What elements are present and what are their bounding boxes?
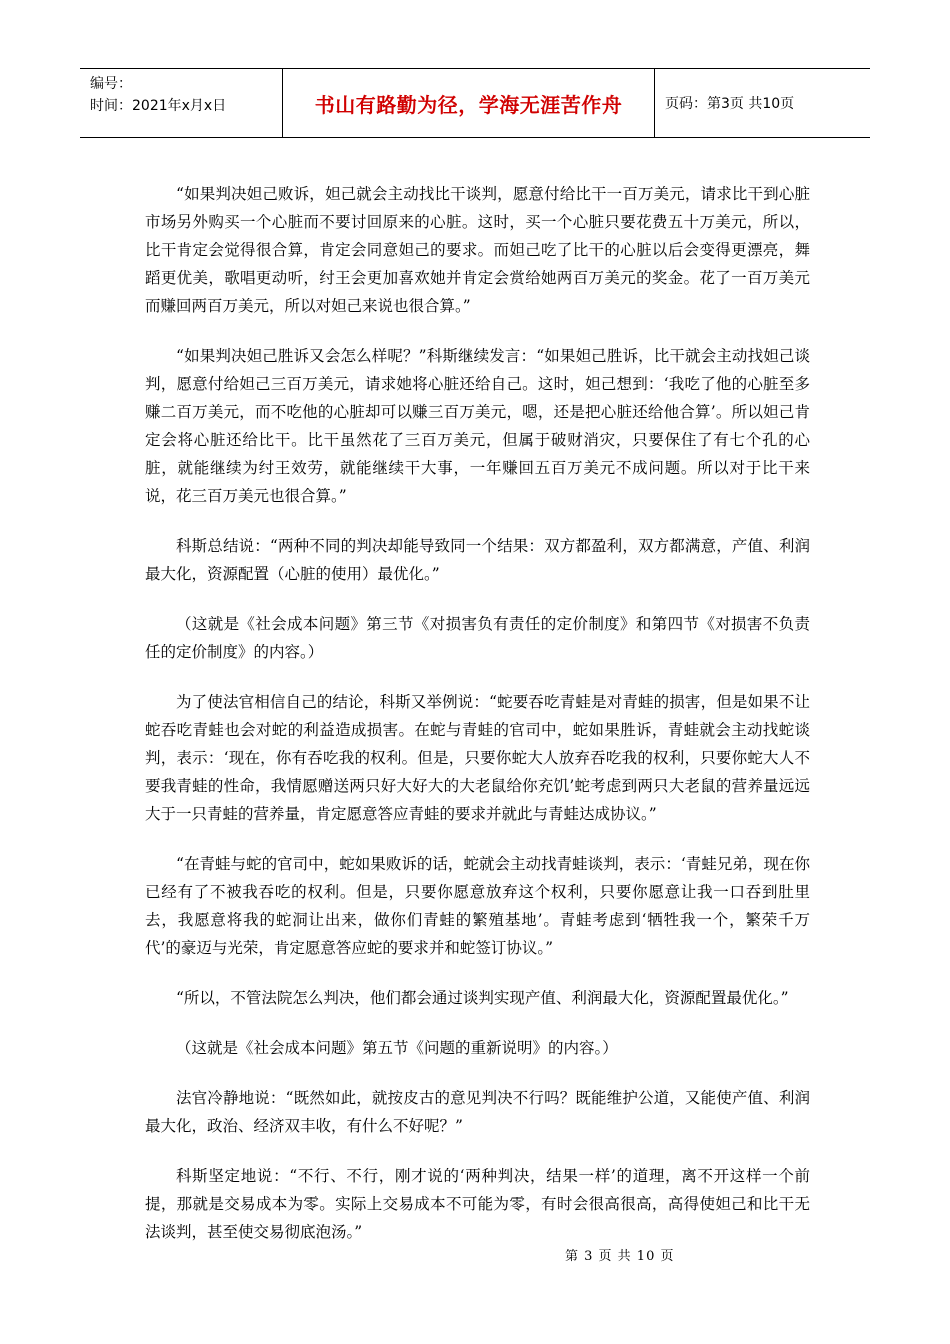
paragraph: 为了使法官相信自己的结论，科斯又举例说：“蛇要吞吃青蛙是对青蛙的损害，但是如果不让蛇吞吃青蛙也会对蛇的利益造成损害。在蛇与青蛙的官司中，蛇如果胜诉，青蛙就会主动找蛇谈判，表示：‘现在，你有吞吃我的权利。但是，只要你蛇大人放弃吞吃我的权利，只要你蛇大人不要我青蛙的性命，我情愿赠送两只好大好大的大老鼠给你充饥’蛇考虑到两只大老鼠的营养量远远大于一只青蛙的营养量，肯定愿意答应青蛙的要求并就此与青蛙达成协议。” — [145, 693, 810, 823]
paragraph: “如果判决妲己胜诉又会怎么样呢？”科斯继续发言：“如果妲己胜诉，比干就会主动找妲己谈判，愿意付给妲己三百万美元，请求她将心脏还给自己。这时，妲己想到：‘我吃了他的心脏至多赚二百万美元，而不吃他的心脏却可以赚三百万美元，嗯，还是把心脏还给他合算’。所以妲己肯定会将心脏还给比干。比干虽然花了三百万美元，但属于破财消灾，只要保住了有七个孔的心脏，就能继续为纣王效劳，就能继续干大事，一年赚回五百万美元不成问题。所以对于比干来说，花三百万美元也很合算。” — [145, 347, 810, 505]
header-motto: 书山有路勤为径，学海无涯苦作舟 — [283, 69, 655, 137]
document-number-label: 编号： — [90, 76, 132, 92]
document-date-label: 时间：2021年x月x日 — [90, 98, 227, 114]
header-meta — [80, 69, 283, 137]
paragraph: 科斯坚定地说：“不行、不行，刚才说的‘两种判决，结果一样’的道理，离不开这样一个前提，那就是交易成本为零。实际上交易成本不可能为零，有时会很高很高，高得使妲己和比干无法谈判，甚至使交易彻底泡汤。” — [145, 1167, 810, 1241]
paragraph: （这就是《社会成本问题》第三节《对损害负有责任的定价制度》和第四节《对损害不负责任的定价制度》的内容。） — [145, 615, 810, 661]
page-header — [80, 68, 870, 138]
page-footer: 第 3 页 共 10 页 — [565, 1249, 675, 1264]
paragraph: （这就是《社会成本问题》第五节《问题的重新说明》的内容。） — [176, 1039, 618, 1057]
paragraph: “所以，不管法院怎么判决，他们都会通过谈判实现产值、利润最大化，资源配置最优化。” — [176, 989, 789, 1007]
paragraph: 法官冷静地说：“既然如此，就按皮古的意见判决不行吗？既能维护公道，又能使产值、利润最大化，政治、经济双丰收，有什么不好呢？” — [145, 1089, 810, 1135]
document-body — [145, 180, 810, 1268]
header-page-code: 页码：第3页 共10页 — [665, 96, 795, 112]
paragraph: 科斯总结说：“两种不同的判决却能导致同一个结果：双方都盈利，双方都满意，产值、利润最大化，资源配置（心脏的使用）最优化。” — [145, 537, 810, 583]
paragraph: “如果判决妲己败诉，妲己就会主动找比干谈判，愿意付给比干一百万美元，请求比干到心脏市场另外购买一个心脏而不要讨回原来的心脏。这时，买一个心脏只要花费五十万美元，所以，比干肯定会觉得很合算，肯定会同意妲己的要求。而妲己吃了比干的心脏以后会变得更漂亮，舞蹈更优美，歌唱更动听，纣王会更加喜欢她并肯定会赏给她两百万美元的奖金。花了一百万美元而赚回两百万美元，所以对妲己来说也很合算。” — [145, 185, 810, 315]
paragraph: “在青蛙与蛇的官司中，蛇如果败诉的话，蛇就会主动找青蛙谈判，表示：‘青蛙兄弟，现在你已经有了不被我吞吃的权利。但是，只要你愿意放弃这个权利，只要你愿意让我一口吞到肚里去，我愿意将我的蛇洞让出来，做你们青蛙的繁殖基地’。青蛙考虑到‘牺牲我一个，繁荣千万代’的豪迈与光荣，肯定愿意答应蛇的要求并和蛇签订协议。” — [145, 855, 810, 957]
